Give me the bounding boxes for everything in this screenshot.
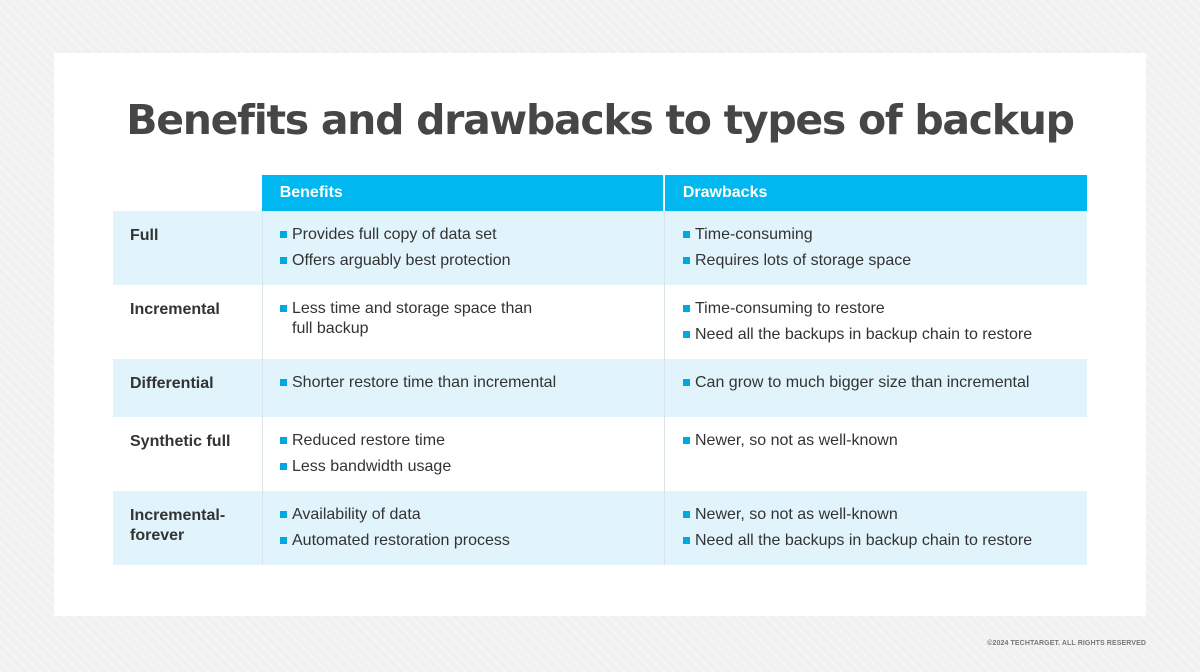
drawbacks-cell <box>664 359 1087 417</box>
bullet-icon <box>280 511 287 518</box>
row-label-text: Differential <box>130 375 214 392</box>
list-item: Can grow to much bigger size than incremental <box>683 373 1087 393</box>
benefits-cell <box>262 491 664 565</box>
table-row-incremental-forever <box>113 491 1087 565</box>
row-label <box>113 491 262 565</box>
row-label-text: Full <box>130 227 159 244</box>
row-label-text: Incremental- forever <box>130 507 226 544</box>
drawbacks-cell <box>664 211 1087 285</box>
table-row-incremental <box>113 285 1087 359</box>
drawbacks-cell <box>664 285 1087 359</box>
header-drawbacks: Drawbacks <box>665 175 1087 211</box>
table-row-full <box>113 211 1087 285</box>
drawbacks-cell <box>664 491 1087 565</box>
bullet-icon <box>280 437 287 444</box>
row-label <box>113 359 262 417</box>
row-label <box>113 417 262 491</box>
list-item: Provides full copy of data set <box>280 225 664 245</box>
bullet-icon <box>683 379 690 386</box>
list-item: Reduced restore time <box>280 431 664 451</box>
table-row-differential <box>113 359 1087 417</box>
list-item: Time-consuming <box>683 225 1087 245</box>
row-label-text: Incremental <box>130 301 220 318</box>
list-item: Newer, so not as well-known <box>683 431 1087 451</box>
list-item: Availability of data <box>280 505 664 525</box>
header-benefits: Benefits <box>262 175 663 211</box>
bullet-icon <box>683 257 690 264</box>
list-item: Need all the backups in backup chain to restore <box>683 531 1087 551</box>
page-title: Benefits and drawbacks to types of backup <box>126 96 1074 144</box>
comparison-table <box>113 175 1087 565</box>
list-item: Need all the backups in backup chain to restore <box>683 325 1087 345</box>
benefits-cell <box>262 285 664 359</box>
table-header-row <box>113 175 1087 211</box>
list-item: Automated restoration process <box>280 531 664 551</box>
bullet-icon <box>280 537 287 544</box>
copyright-notice: ©2024 TECHTARGET. ALL RIGHTS RESERVED <box>987 640 1146 647</box>
benefits-cell <box>262 211 664 285</box>
list-item: Less bandwidth usage <box>280 457 664 477</box>
bullet-icon <box>280 257 287 264</box>
bullet-icon <box>280 463 287 470</box>
row-label <box>113 285 262 359</box>
bullet-icon <box>683 331 690 338</box>
list-item: Shorter restore time than incremental <box>280 373 664 393</box>
bullet-icon <box>683 305 690 312</box>
bullet-icon <box>683 511 690 518</box>
bullet-icon <box>683 231 690 238</box>
benefits-cell <box>262 359 664 417</box>
list-item: Newer, so not as well-known <box>683 505 1087 525</box>
list-item: Offers arguably best protection <box>280 251 664 271</box>
bullet-icon <box>683 537 690 544</box>
bullet-icon <box>280 305 287 312</box>
drawbacks-cell <box>664 417 1087 491</box>
bullet-icon <box>280 231 287 238</box>
bullet-icon <box>683 437 690 444</box>
list-item: Time-consuming to restore <box>683 299 1087 319</box>
list-item: Less time and storage space than full backup <box>280 299 664 339</box>
row-label-text: Synthetic full <box>130 433 231 450</box>
row-label <box>113 211 262 285</box>
list-item: Requires lots of storage space <box>683 251 1087 271</box>
table-header-corner <box>113 175 262 211</box>
benefits-cell <box>262 417 664 491</box>
table-row-synthetic-full <box>113 417 1087 491</box>
bullet-icon <box>280 379 287 386</box>
